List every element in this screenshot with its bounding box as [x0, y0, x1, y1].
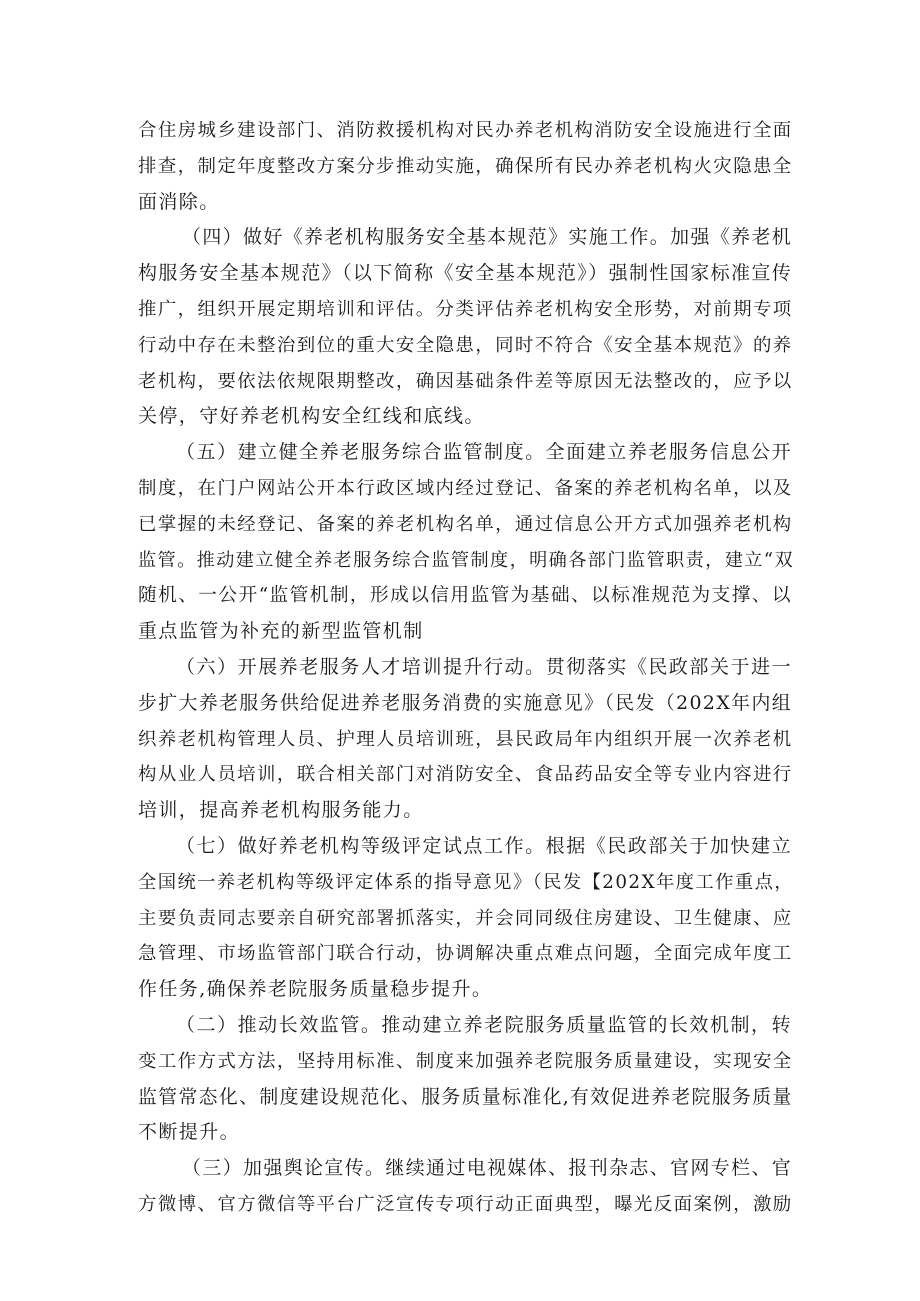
text-line: 全国统一养老机构等级评定体系的指导意见》（民发【202X年度工作重点，	[138, 871, 795, 893]
paragraph	[138, 435, 795, 650]
text-line: 构从业人员培训，联合相关部门对消防安全、食品药品安全等专业内容进行	[138, 764, 793, 786]
text-line: 不断提升。	[138, 1121, 241, 1144]
text-line: 监管常态化、制度建设规范化、服务质量标准化,有效促进养老院服务质量	[138, 1086, 793, 1108]
text-line: 老机构，要依法依规限期整改，确因基础条件差等原因无法整改的，应予以	[138, 370, 793, 392]
paragraph	[138, 113, 792, 220]
text-line: 变工作方式方法，坚持用标准、制度来加强养老院服务质量建设，实现安全	[138, 1050, 793, 1072]
text-line: （七）做好养老机构等级评定试点工作。根据《民政部关于加快建立	[176, 834, 792, 857]
text-line: 面消除。	[138, 190, 220, 213]
text-line: 步扩大养老服务供给促进养老服务消费的实施意见》（民发（202X年内组	[138, 691, 792, 714]
text-line: 急管理、市场监管部门联合行动，协调解决重点难点问题，全面完成年度工	[138, 943, 793, 965]
text-line: 重点监管为补充的新型监管机制	[138, 620, 424, 643]
text-line: 排查，制定年度整改方案分步推动实施，确保所有民办养老机构火灾隐患全	[138, 155, 793, 177]
text-line: 主要负责同志要亲自研究部署抓落实，并会同同级住房建设、卫生健康、应	[138, 907, 793, 929]
paragraph	[138, 829, 795, 1008]
text-line: （二）推动长效监管。推动建立养老院服务质量监管的长效机制，转	[176, 1013, 792, 1036]
paragraph	[138, 220, 792, 435]
paragraph	[138, 1008, 792, 1151]
paragraph	[138, 1151, 792, 1223]
text-line: 构服务安全基本规范》（以下简称《安全基本规范》）强制性国家标准宣传	[138, 262, 793, 285]
text-line: （三）加强舆论宣传。继续通过电视媒体、报刊杂志、官网专栏、官	[182, 1157, 793, 1180]
text-line: 制度，在门户网站公开本行政区域内经过登记、备案的养老机构名单，以及	[138, 477, 793, 499]
paragraph	[138, 650, 792, 829]
text-line: （五）建立健全养老服务综合监管制度。全面建立养老服务信息公开	[176, 441, 792, 464]
text-line: 合住房城乡建设部门、消防救援机构对民办养老机构消防安全设施进行全面	[138, 120, 793, 141]
text-line: 已掌握的未经登记、备案的养老机构名单，通过信息公开方式加强养老机构	[138, 513, 793, 535]
document-body	[138, 113, 795, 1223]
text-line: 培训，提高养老机构服务能力。	[138, 799, 424, 822]
text-line: 行动中存在未整治到位的重大安全隐患，同时不符合《安全基本规范》的养	[138, 334, 793, 356]
text-line: 推广，组织开展定期培训和评估。分类评估养老机构安全形势，对前期专项	[138, 298, 793, 320]
text-line: 关停，守好养老机构安全红线和底线。	[138, 405, 485, 428]
text-line: 织养老机构管理人员、护理人员培训班，县民政局年内组织开展一次养老机	[138, 728, 793, 750]
text-line: 监管。推动建立健全养老服务综合监管制度，明确各部门监管职责，建立“双	[138, 549, 795, 571]
text-line: 作任务,确保养老院服务质量稳步提升。	[138, 978, 493, 1001]
text-line: 随机、一公开“监管机制，形成以信用监管为基础、以标准规范为支撑、以	[138, 585, 792, 607]
text-line: （六）开展养老服务人才培训提升行动。贯彻落实《民政部关于进一	[176, 655, 792, 678]
text-line: （四）做好《养老机构服务安全基本规范》实施工作。加强《养老机	[182, 226, 793, 249]
text-line: 方微博、官方微信等平台广泛宣传专项行动正面典型，曝光反面案例，激励	[138, 1193, 793, 1215]
